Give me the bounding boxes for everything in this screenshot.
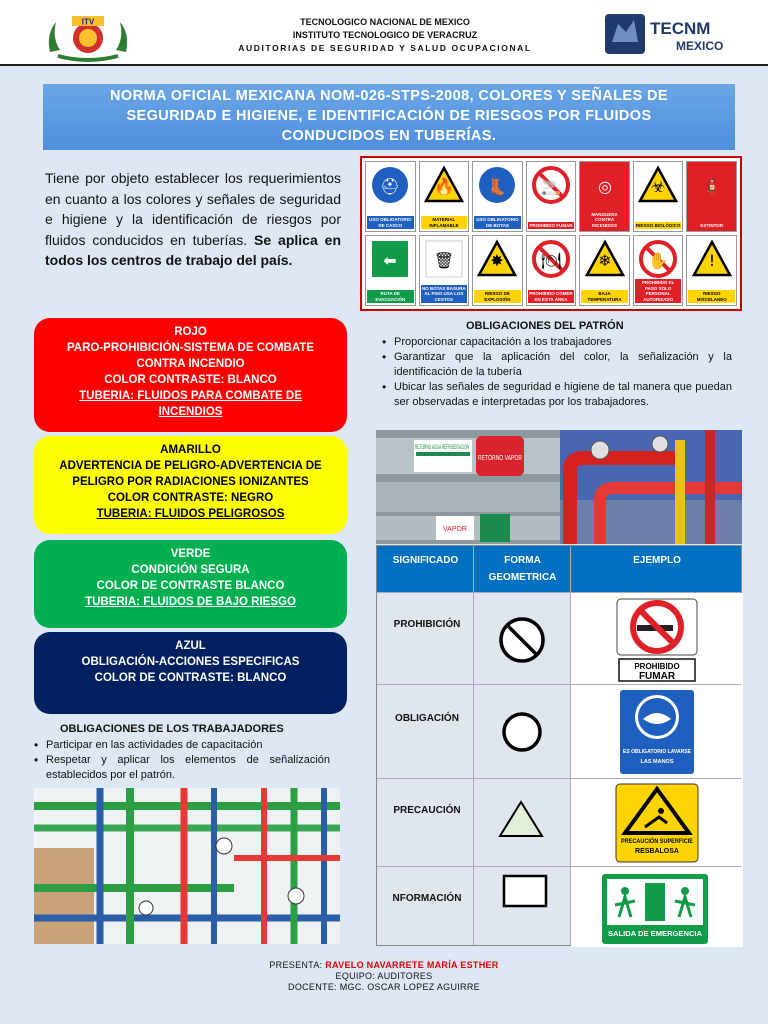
blue-title: AZUL <box>175 640 206 652</box>
red-line-2: PARO-PROHIBICIÓN-SISTEMA DE COMBATE <box>66 342 315 354</box>
svg-text:🗑: 🗑 <box>433 251 454 270</box>
explosion-icon <box>477 239 517 279</box>
yellow-line-2: ADVERTENCIA DE PELIGRO-ADVERTENCIA DE <box>59 460 322 472</box>
example-salida-emergencia <box>571 867 743 947</box>
svg-text:🍽: 🍽 <box>540 251 562 270</box>
safety-sign-caption: PROHIBIDO COMER EN ESTA ÁREA <box>529 291 573 302</box>
boot-icon <box>477 165 517 205</box>
circle-slash-shape <box>495 617 549 663</box>
patron-title: OBLIGACIONES DEL PATRÓN <box>466 320 624 332</box>
safety-sign-caption: USO OBLIGATORIO DE CASCO <box>367 216 414 229</box>
blue-line-3: COLOR DE CONTRASTE: BLANCO <box>94 672 287 684</box>
docente-text: DOCENTE: MGC. OSCAR LOPEZ AGUIRRE <box>288 982 480 992</box>
safety-sign-caption: RIESGO BIOLÓGICO <box>635 222 681 228</box>
green-line-3: COLOR DE CONTRASTE BLANCO <box>96 580 285 592</box>
trabajadores-title: OBLIGACIONES DE LOS TRABAJADORES <box>60 723 284 735</box>
red-title: ROJO <box>174 326 207 338</box>
helmet-icon <box>370 165 410 205</box>
example-lavarse-manos <box>571 685 743 779</box>
svg-text:⬅: ⬅ <box>383 251 397 270</box>
presenta-name: RAVELO NAVARRETE MARÍA ESTHER <box>325 960 499 970</box>
col-ejemplo: EJEMPLO <box>633 555 681 566</box>
tecnm-logo-sub: MEXICO <box>676 39 724 53</box>
safety-sign-caption: RIESGO DE EXPLOSIÓN <box>474 290 521 303</box>
safety-signs-grid <box>360 156 742 311</box>
safety-sign-caption: USO OBLIGATORIO DE BOTAS <box>474 216 521 229</box>
footer <box>0 960 768 993</box>
itv-logo <box>42 12 134 62</box>
intro-bold-text: Se aplica en todos los centros de trabajo del país. <box>45 231 341 268</box>
col-significado: SIGNIFICADO <box>392 555 459 566</box>
signs-table <box>376 545 742 946</box>
cigarette-icon <box>531 165 571 205</box>
svg-text:✸: ✸ <box>490 251 505 270</box>
green-line-2: CONDICIÓN SEGURA <box>131 564 250 576</box>
svg-text:🚬: 🚬 <box>541 177 561 196</box>
norm-title-line-1: NORMA OFICIAL MEXICANA NOM-026-STPS-2008, COLORES Y SEÑALES DE <box>110 88 668 104</box>
safety-sign <box>579 235 630 306</box>
svg-text:⛑: ⛑ <box>380 177 401 196</box>
patron-item: • Garantizar que la aplicación del color, la señalización y la identificación de la tubería <box>380 350 732 380</box>
hose-icon <box>585 165 625 205</box>
green-line-4: TUBERIA: FLUIDOS DE BAJO RIESGO <box>85 596 296 608</box>
trash-icon <box>424 239 464 279</box>
safety-sign <box>686 235 737 306</box>
table-row <box>377 866 741 947</box>
presenta-label: PRESENTA: <box>269 960 323 970</box>
table-row <box>377 684 741 778</box>
header-line-1: TECNOLOGICO NACIONAL DE MEXICO <box>300 17 470 27</box>
food-icon <box>531 239 571 279</box>
color-box-blue <box>34 632 347 714</box>
safety-sign-caption: MATERIAL INFLAMABLE <box>421 216 468 229</box>
safety-sign <box>526 161 577 232</box>
snowflake-icon <box>585 239 625 279</box>
red-pipes-photo <box>560 430 742 544</box>
lavarse-text: ES OBLIGATORIO LAVARSE <box>623 749 692 755</box>
col-forma: FORMA GEOMETRICA <box>488 555 557 583</box>
intro-text: Tiene por objeto establecer los requerimientos en cuanto a los colores y señales de seguridad e higiene y la identificación de riesgos por fluidos conducidos en tuberías. <box>45 170 341 248</box>
tecnm-logo <box>604 12 744 56</box>
header-line-3: AUDITORIAS DE SEGURIDAD Y SALUD OCUPACIONAL <box>238 43 532 53</box>
colored-pipes-photo <box>34 788 340 944</box>
table-row <box>377 778 741 866</box>
safety-sign <box>365 235 416 306</box>
safety-sign <box>633 235 684 306</box>
intro-paragraph <box>45 168 341 271</box>
safety-sign-caption: NO BOTAS BASURA AL PISO USA LOS CESTOS <box>421 285 466 302</box>
safety-sign-caption: PROHIBIDO FUMAR <box>529 222 573 228</box>
header-text <box>150 16 620 55</box>
svg-text:🧯: 🧯 <box>701 177 722 196</box>
fumar-text: FUMAR <box>638 671 676 682</box>
color-box-green <box>34 540 347 628</box>
norm-title-line-3: CONDUCIDOS EN TUBERÍAS. <box>281 128 497 144</box>
svg-text:👢: 👢 <box>487 177 508 196</box>
arrow-icon <box>370 239 410 279</box>
pipe-label-agua: RETORNO AGUA REFRIGERACIÓN <box>415 445 515 451</box>
labeled-pipes-photo <box>376 430 560 544</box>
pipe-label-vapor: RETORNO VAPOR <box>478 455 522 462</box>
safety-sign <box>686 161 737 232</box>
yellow-title: AMARILLO <box>160 444 221 456</box>
row-label: OBLIGACIÓN <box>395 713 459 724</box>
safety-sign-caption: MANGUERA CONTRA INCENDIOS <box>581 211 628 230</box>
trabajadores-item: • Respetar y aplicar los elementos de señalización establecidos por el patrón. <box>32 753 330 783</box>
red-line-6: INCENDIOS <box>158 406 223 418</box>
safety-sign <box>419 235 470 306</box>
svg-text:☣: ☣ <box>650 177 666 196</box>
safety-sign-caption: RUTA DE EVACUACIÓN <box>367 290 414 303</box>
row-label: PROHIBICIÓN <box>393 619 461 630</box>
color-box-red <box>34 318 347 432</box>
salida-text: SALIDA DE EMERGENCIA <box>608 929 703 938</box>
safety-sign <box>526 235 577 306</box>
red-line-5: TUBERIA: FLUIDOS PARA COMBATE DE <box>79 390 302 402</box>
header-line-2: INSTITUTO TECNOLOGICO DE VERACRUZ <box>292 30 478 40</box>
hand-icon <box>638 239 678 279</box>
manos-text: LAS MANOS <box>640 759 674 765</box>
header-divider <box>0 64 768 66</box>
triangle-shape <box>497 799 545 839</box>
svg-text:❄: ❄ <box>597 251 612 270</box>
precaucion-text: PRECAUCIÓN SUPERFICIE <box>621 839 699 845</box>
table-header <box>377 546 741 592</box>
safety-sign <box>419 161 470 232</box>
svg-text:🔥: 🔥 <box>433 177 454 196</box>
table-row <box>377 592 741 684</box>
safety-sign <box>633 161 684 232</box>
trabajadores-item: • Participar en las actividades de capacitación <box>32 738 330 753</box>
safety-sign-caption: PROHIBIDO EL PASO SOLO PERSONAL AUTORIZADO <box>635 279 682 303</box>
patron-item: • Ubicar las señales de seguridad e higiene de tal manera que puedan ser observadas e interpretadas por los trabajadores. <box>380 380 732 410</box>
green-title: VERDE <box>170 548 211 560</box>
itv-logo-text: ITV <box>81 17 95 27</box>
example-prohibido-fumar <box>571 593 743 685</box>
safety-sign <box>579 161 630 232</box>
circle-shape <box>501 711 543 753</box>
color-box-yellow <box>34 436 347 534</box>
prohibido-text: PROHIBIDO <box>634 662 680 671</box>
row-label: NFORMACIÓN <box>392 893 462 904</box>
red-line-4: COLOR CONTRASTE: BLANCO <box>104 374 277 386</box>
yellow-line-4: COLOR CONTRASTE: NEGRO <box>107 492 274 504</box>
patron-list <box>380 335 732 410</box>
svg-text:✋: ✋ <box>648 251 669 270</box>
resbalosa-text: RESBALOSA <box>635 848 679 855</box>
header <box>0 0 768 66</box>
safety-sign <box>365 161 416 232</box>
example-superficie-resbalosa <box>571 779 743 867</box>
safety-sign <box>472 161 523 232</box>
safety-sign <box>472 235 523 306</box>
extinguisher-icon <box>692 165 732 205</box>
pipe-label-vapor-2: VAPOR <box>443 526 467 533</box>
svg-text:!: ! <box>708 251 715 270</box>
safety-sign-caption: BAJA TEMPERATURA <box>581 290 628 303</box>
exclamation-icon <box>692 239 732 279</box>
norm-title <box>43 84 735 150</box>
rectangle-shape <box>501 873 549 909</box>
trabajadores-list <box>32 738 330 783</box>
biohazard-icon <box>638 165 678 205</box>
safety-sign-caption: EXTINTOR <box>688 222 735 230</box>
norm-title-line-2: SEGURIDAD E HIGIENE, E IDENTIFICACIÓN DE RIESGOS POR FLUIDOS <box>126 108 652 124</box>
svg-text:◎: ◎ <box>597 177 612 196</box>
equipo-text: EQUIPO: AUDITORES <box>335 971 433 981</box>
blue-line-2: OBLIGACIÓN-ACCIONES ESPECIFICAS <box>81 656 300 668</box>
red-line-3: CONTRA INCENDIO <box>136 358 245 370</box>
tecnm-logo-text: TECNM <box>650 19 711 38</box>
yellow-line-3: PELIGRO POR RADIACIONES IONIZANTES <box>72 476 309 488</box>
flame-icon <box>424 165 464 205</box>
safety-sign-caption: RIESGO MISCELANEO <box>688 290 735 303</box>
row-label: PRECAUCIÓN <box>393 805 461 816</box>
patron-item: • Proporcionar capacitación a los trabajadores <box>380 335 732 350</box>
yellow-line-5: TUBERIA: FLUIDOS PELIGROSOS <box>96 508 285 520</box>
